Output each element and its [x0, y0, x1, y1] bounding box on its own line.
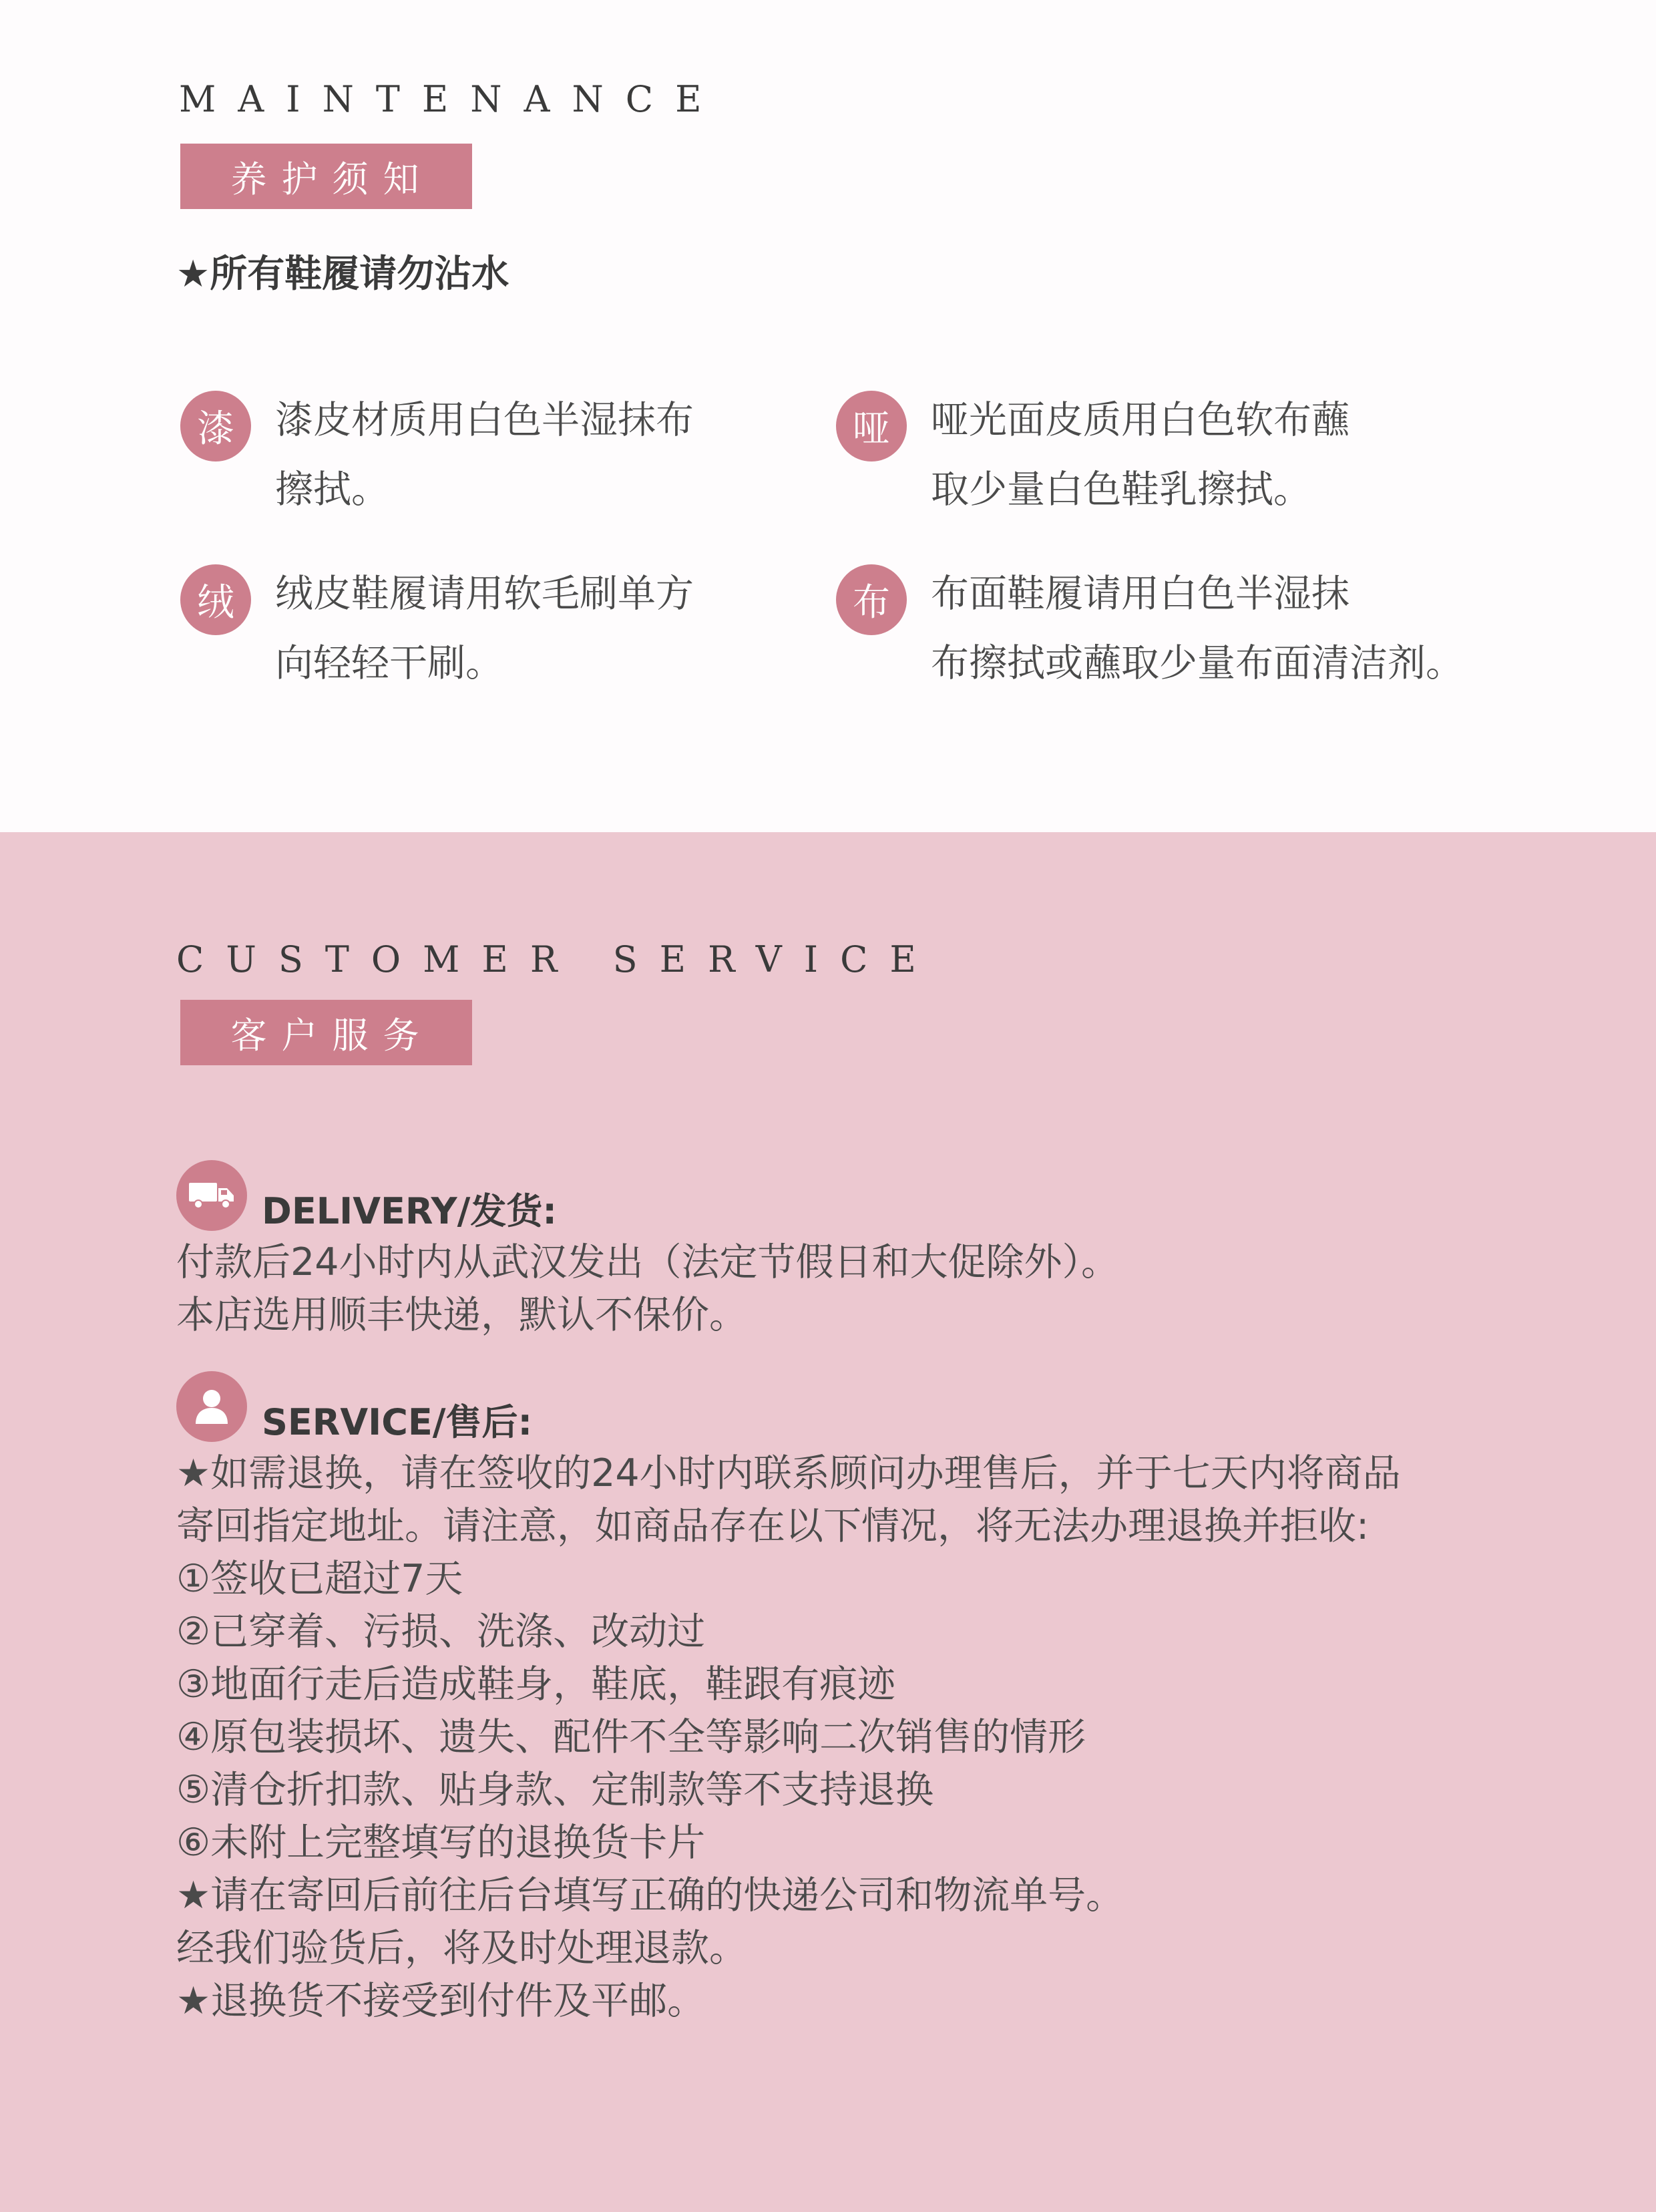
after-sales-line: 经我们验货后，将及时处理退款。 — [176, 1926, 747, 1970]
after-sales-line: ⑤清仓折扣款、贴身款、定制款等不支持退换 — [176, 1768, 934, 1812]
after-sales-line: ②已穿着、污损、洗涤、改动过 — [176, 1610, 706, 1654]
suede-badge: 绒 — [180, 564, 251, 635]
after-sales-line: ★如需退换，请在签收的24小时内联系顾问办理售后，并于七天内将商品 — [176, 1451, 1401, 1495]
care-text-line: 漆皮材质用白色半湿抹布 — [275, 398, 694, 442]
after-sales-line: 寄回指定地址。请注意，如商品存在以下情况，将无法办理退换并拒收: — [176, 1504, 1370, 1548]
after-sales-header — [176, 1371, 1565, 1442]
patent-leather-badge: 漆 — [180, 391, 251, 462]
care-text — [275, 559, 694, 698]
delivery-text — [176, 1236, 1565, 1342]
after-sales-line: ③地面行走后造成鞋身，鞋底，鞋跟有痕迹 — [176, 1662, 896, 1706]
person-icon — [176, 1371, 247, 1442]
water-warning-note: ★所有鞋履请勿沾水 — [176, 252, 509, 296]
delivery-line: 付款后24小时内从武汉发出（法定节假日和大促除外）。 — [176, 1240, 1120, 1284]
care-text-line: 取少量白色鞋乳擦拭。 — [931, 468, 1311, 512]
maintenance-heading: MAINTENANCE — [179, 78, 724, 120]
care-text-line: 布擦拭或蘸取少量布面清洁剂。 — [931, 641, 1464, 685]
delivery-line: 本店选用顺丰快递，默认不保价。 — [176, 1293, 747, 1337]
truck-icon-glyph — [187, 1179, 236, 1212]
after-sales-title: SERVICE/售后: — [262, 1401, 533, 1443]
care-text-line: 擦拭。 — [275, 468, 389, 512]
care-text-line: 绒皮鞋履请用软毛刷单方 — [275, 572, 694, 616]
after-sales-line: ④原包装损坏、遗失、配件不全等影响二次销售的情形 — [176, 1715, 1086, 1759]
customer-service-heading: CUSTOMER SERVICE — [176, 938, 938, 980]
after-sales-block — [176, 1371, 1565, 2028]
delivery-header — [176, 1160, 1565, 1231]
care-text-line: 哑光面皮质用白色软布蘸 — [931, 398, 1350, 442]
care-item-fabric — [836, 564, 1464, 698]
delivery-block — [176, 1160, 1565, 1342]
after-sales-line: ★请在寄回后前往后台填写正确的快递公司和物流单号。 — [176, 1873, 1124, 1917]
truck-icon — [176, 1160, 247, 1231]
delivery-title: DELIVERY/发货: — [262, 1190, 557, 1232]
after-sales-line: ①签收已超过7天 — [176, 1557, 463, 1601]
after-sales-line: ★退换货不接受到付件及平邮。 — [176, 1979, 706, 2023]
care-text — [275, 385, 694, 524]
fabric-badge: 布 — [836, 564, 907, 635]
maintenance-tag: 养护须知 — [180, 144, 472, 209]
care-text — [931, 559, 1464, 698]
care-item-suede — [180, 564, 694, 698]
care-text-line: 布面鞋履请用白色半湿抹 — [931, 572, 1350, 616]
care-item-matte — [836, 391, 1350, 524]
after-sales-line: ⑥未附上完整填写的退换货卡片 — [176, 1821, 706, 1865]
care-text-line: 向轻轻干刷。 — [275, 641, 503, 685]
person-icon-glyph — [190, 1385, 233, 1428]
matte-leather-badge: 哑 — [836, 391, 907, 462]
customer-service-tag: 客户服务 — [180, 1000, 472, 1065]
care-item-patent — [180, 391, 694, 524]
care-text — [931, 385, 1350, 524]
after-sales-text — [176, 1447, 1565, 2028]
